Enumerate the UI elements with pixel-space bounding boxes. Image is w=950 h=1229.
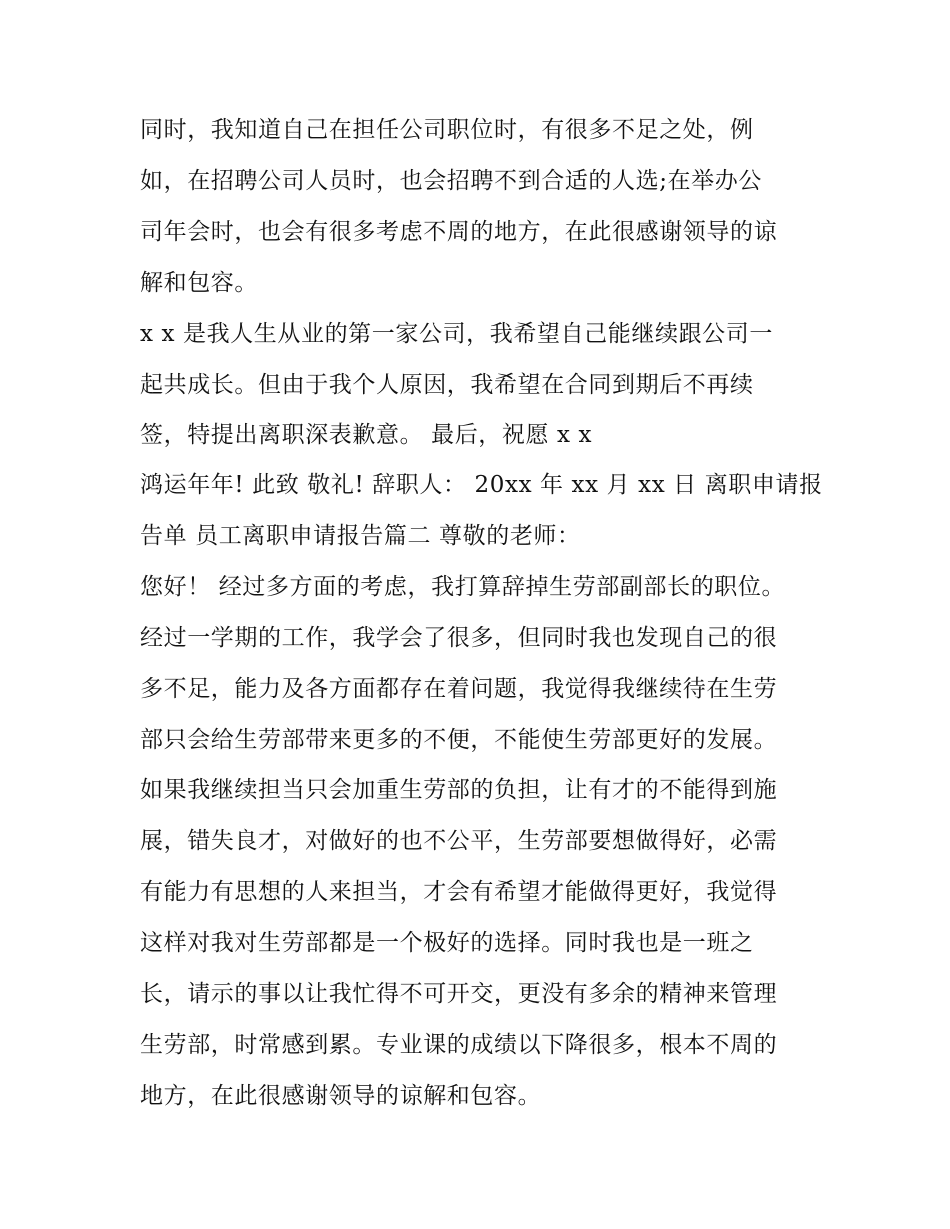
text-line: 这样对我对生劳部都是一个极好的选择。同时我也是一班之	[140, 930, 754, 956]
text-line: 展，错失良才，对做好的也不公平，生劳部要想做得好，必需	[140, 828, 778, 854]
text-line: 生劳部，时常感到累。专业课的成绩以下降很多，根本不周的	[140, 1032, 778, 1058]
text-line: 鸿运年年! 此致 敬礼! 辞职人： 20xx 年 xx 月 xx 日 离职申请报	[140, 472, 823, 498]
text-line: 起共成长。但由于我个人原因，我希望在合同到期后不再续	[140, 372, 754, 398]
text-line: 经过一学期的工作，我学会了很多，但同时我也发现自己的很	[140, 625, 778, 651]
text-line: 长，请示的事以让我忙得不可开交，更没有多余的精神来管理	[140, 981, 778, 1007]
text-line: 有能力有思想的人来担当，才会有希望才能做得更好，我觉得	[140, 879, 778, 905]
text-line: 如，在招聘公司人员时，也会招聘不到合适的人选;在举办公	[140, 168, 762, 194]
text-line: 如果我继续担当只会加重生劳部的负担，让有才的不能得到施	[140, 777, 778, 803]
text-line: 解和包容。	[140, 270, 258, 296]
text-line: 告单 员工离职申请报告篇二 尊敬的老师：	[140, 523, 581, 549]
text-line: 多不足，能力及各方面都存在着问题，我觉得我继续待在生劳	[140, 676, 778, 702]
text-line: 地方，在此很感谢领导的谅解和包容。	[140, 1083, 542, 1109]
text-line: 部只会给生劳部带来更多的不便，不能使生劳部更好的发展。	[140, 727, 778, 753]
text-line: 您好！ 经过多方面的考虑，我打算辞掉生劳部副部长的职位。	[140, 574, 786, 600]
text-line: 司年会时，也会有很多考虑不周的地方，在此很感谢领导的谅	[140, 219, 778, 245]
text-line: 签，特提出离职深表歉意。 最后，祝愿 x x	[140, 422, 593, 448]
text-line: x x 是我人生从业的第一家公司，我希望自己能继续跟公司一	[140, 321, 773, 347]
text-line: 同时，我知道自己在担任公司职位时，有很多不足之处，例	[140, 117, 754, 143]
